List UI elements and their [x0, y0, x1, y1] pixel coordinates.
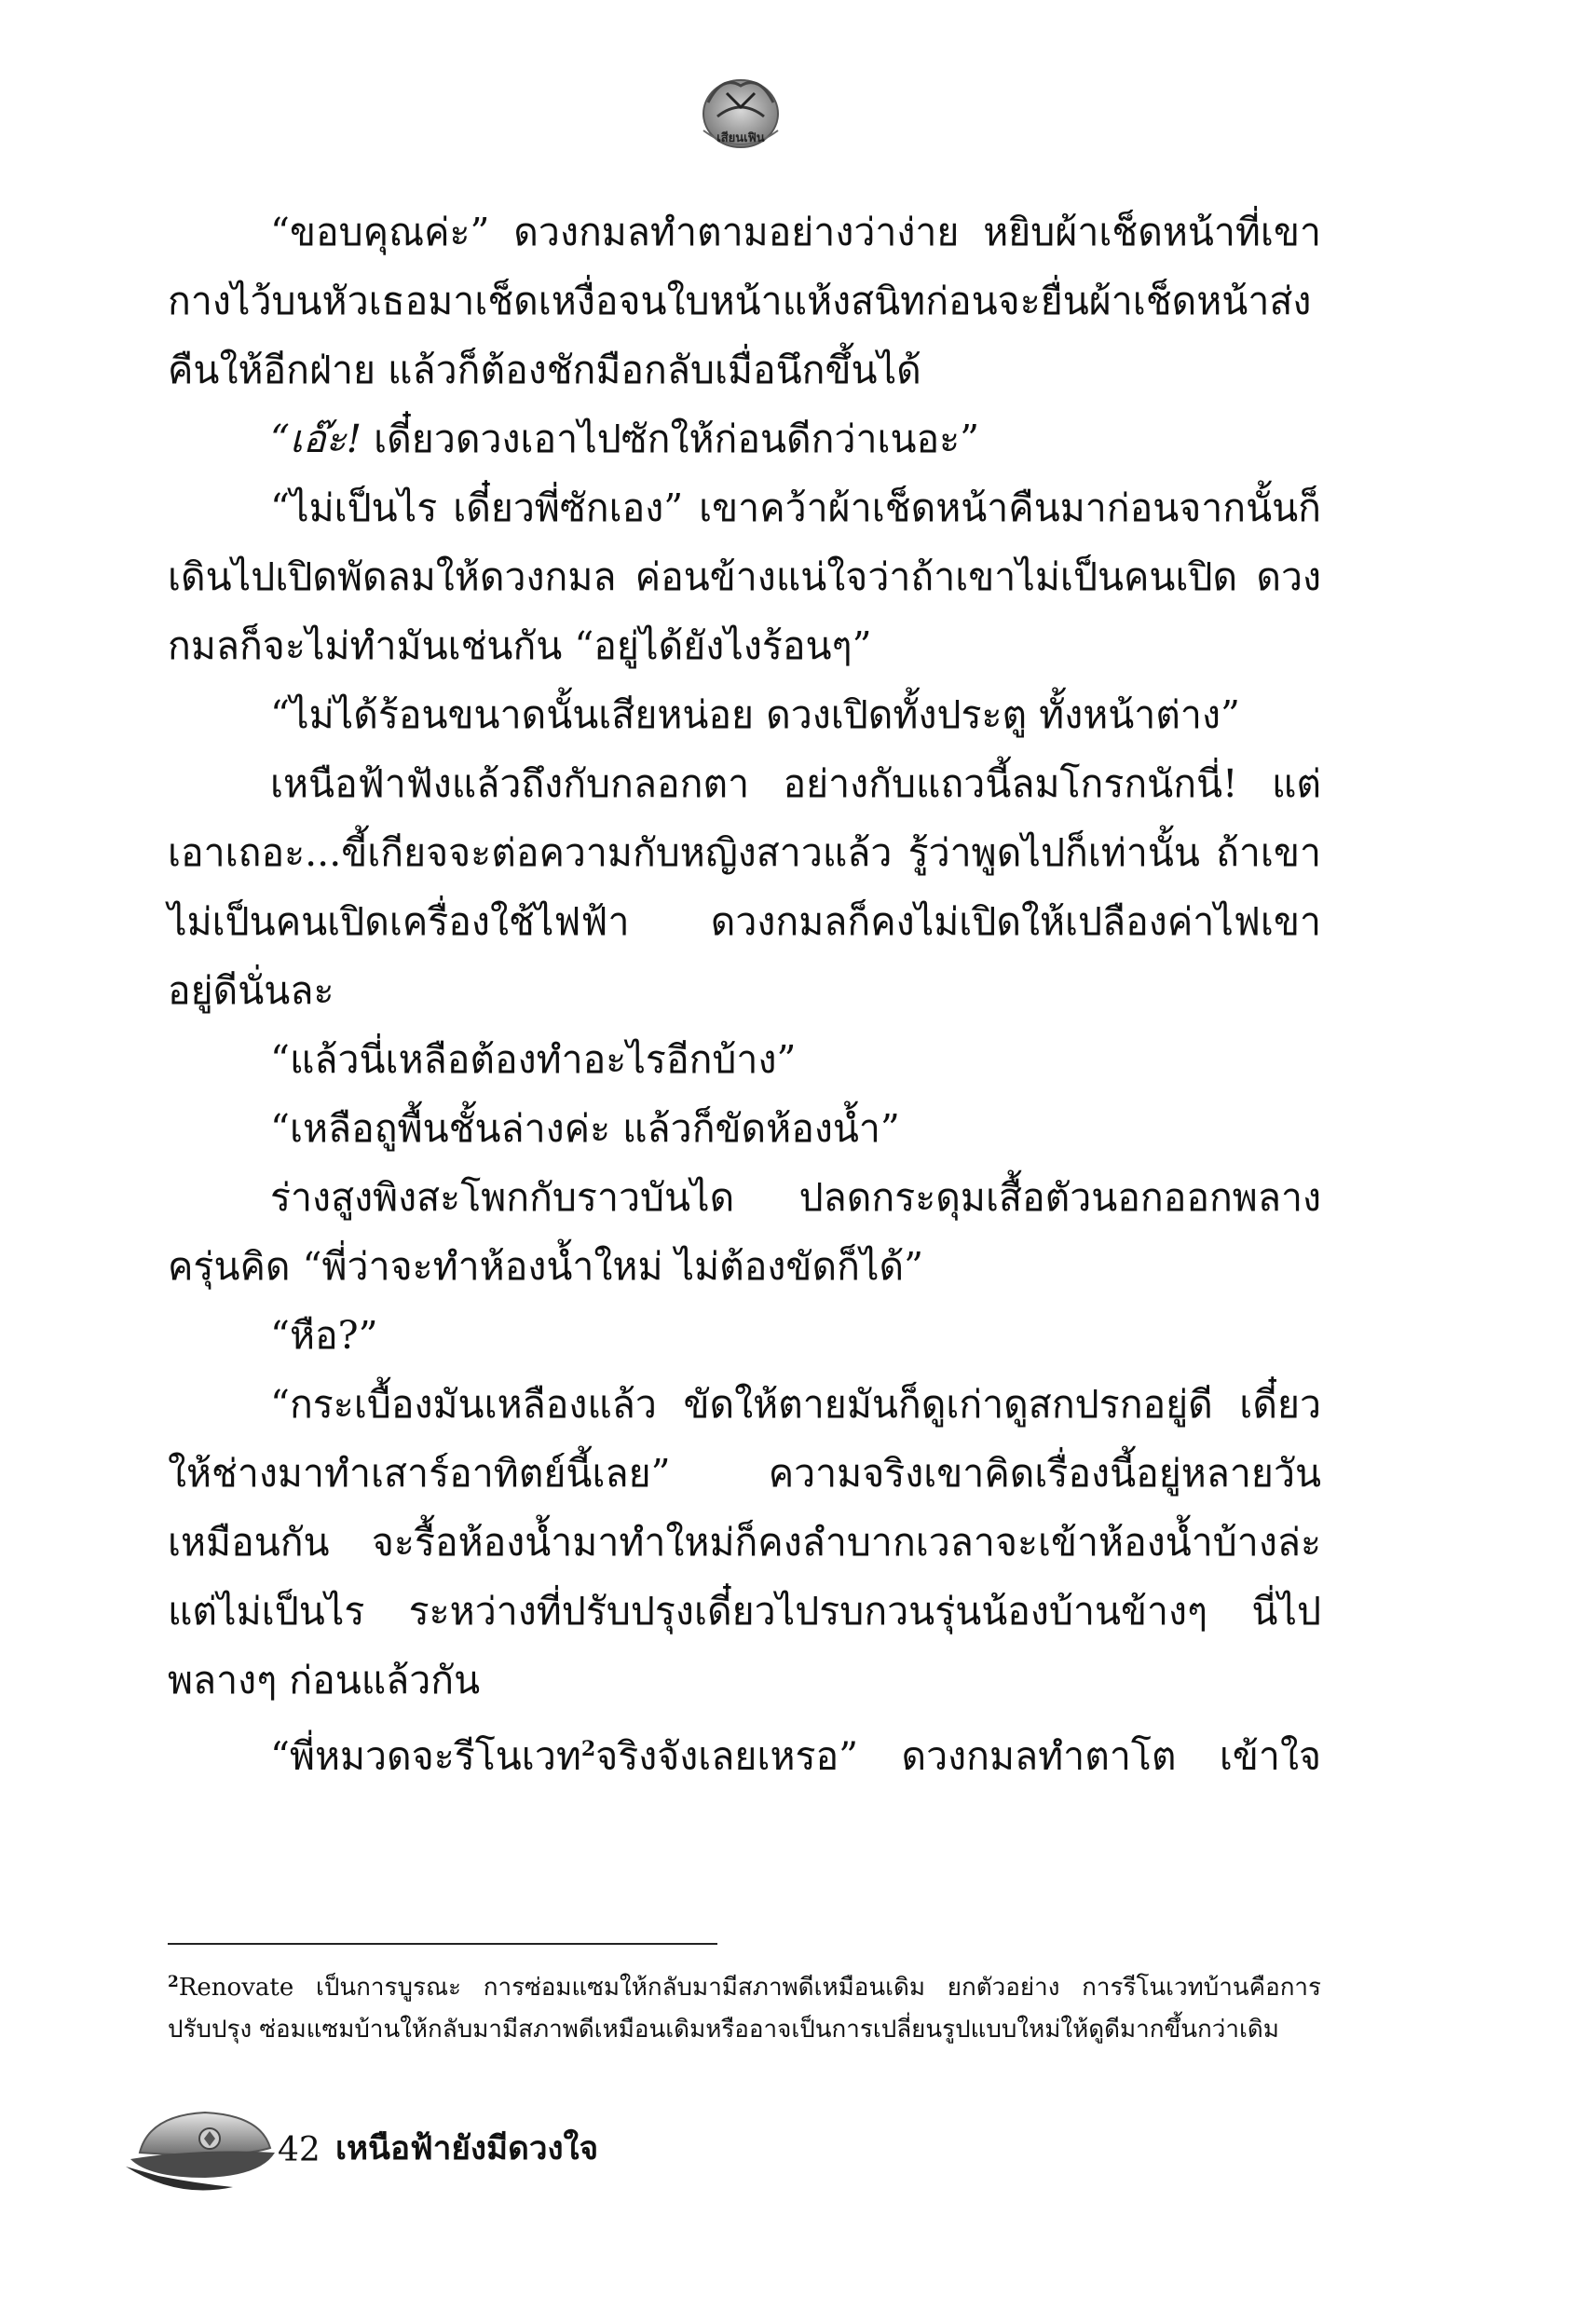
paragraph-2: [168, 404, 1321, 473]
paragraph-5: เหนือฟ้าฟังแล้วถึงกับกลอกตา อย่างกับแถวนี้ลมโกรกนักนี่! แต่เอาเถอะ...ขี้เกียจจะต่อความกับหญิงสาวแล้ว รู้ว่าพูดไปก็เท่านั้น ถ้าเขาไม่เป็นคนเปิดเครื่องใช้ไฟฟ้า ดวงกมลก็คงไม่เปิดให้เปลืองค่าไฟเขาอยู่ดีนั่นละ: [168, 761, 1321, 1013]
paragraph-6: “แล้วนี่เหลือต้องทำอะไรอีกบ้าง”: [270, 1037, 797, 1082]
footnote-marker: 2: [168, 1973, 179, 1991]
paragraph-1: “ขอบคุณค่ะ” ดวงกมลทำตามอย่างว่าง่าย หยิบผ้าเช็ดหน้าที่เขากางไว้บนหัวเธอมาเช็ดเหงื่อจนใบหน้าแห้งสนิทก่อนจะยื่นผ้าเช็ดหน้าส่งคืนให้อีกฝ่าย แล้วก็ต้องชักมือกลับเมื่อนึกขึ้นได้: [168, 210, 1321, 392]
paragraph-7: “เหลือถูพื้นชั้นล่างค่ะ แล้วก็ขัดห้องน้ำ”: [270, 1106, 900, 1151]
footnote-text: Renovate เป็นการบูรณะ การซ่อมแซมให้กลับมามีสภาพดีเหมือนเดิม ยกตัวอย่าง การรีโนเวทบ้านคือการปรับปรุง ซ่อมแซมบ้านให้กลับมามีสภาพดีเหมือนเดิมหรืออาจเป็นการเปลี่ยนรูปแบบใหม่ให้ดูดีมากขึ้นกว่าเดิม: [168, 1974, 1321, 2044]
paragraph-10: “กระเบื้องมันเหลืองแล้ว ขัดให้ตายมันก็ดูเก่าดูสกปรกอยู่ดี เดี๋ยวให้ช่างมาทำเสาร์อาทิตย์นี้เลย” ความจริงเขาคิดเรื่องนี้อยู่หลายวันเหมือนกัน จะรื้อห้องน้ำมาทำใหม่ก็คงลำบากเวลาจะเข้าห้องน้ำบ้างล่ะ แต่ไม่เป็นไร ระหว่างที่ปรับปรุงเดี๋ยวไปรบกวนรุ่นน้องบ้านข้างๆ นี่ไปพลางๆ ก่อนแล้วกัน: [168, 1382, 1321, 1702]
logo-text: เสียนเฟิน: [716, 131, 765, 145]
page-number: 42: [278, 2131, 321, 2169]
paragraph-2-emphasis: “เอ๊ะ!: [270, 417, 362, 461]
book-title: เหนือฟ้ายังมีดวงใจ: [335, 2130, 599, 2167]
paragraph-11: [168, 1715, 1321, 1791]
paragraph-4: “ไม่ได้ร้อนขนาดนั้นเสียหน่อย ดวงเปิดทั้งประตู ทั้งหน้าต่าง”: [270, 692, 1240, 737]
publisher-logo-emblem: [689, 65, 792, 168]
police-cap-icon: [121, 2101, 280, 2204]
footnote-reference[interactable]: 2: [580, 1737, 596, 1761]
paragraph-11-lead: “พี่หมวดจะรีโนเวท: [270, 1733, 581, 1779]
footnote-divider: [168, 1943, 717, 1945]
body-text: [168, 198, 1321, 1791]
paragraph-8: ร่างสูงพิงสะโพกกับราวบันได ปลดกระดุมเสื้อตัวนอกออกพลางครุ่นคิด “พี่ว่าจะทำห้องน้ำใหม่ ไม่ต้องขัดก็ได้”: [168, 1175, 1321, 1289]
paragraph-9: “หือ?”: [270, 1313, 378, 1358]
footnote: [168, 1962, 1321, 2051]
paragraph-3: “ไม่เป็นไร เดี๋ยวพี่ซักเอง” เขาคว้าผ้าเช็ดหน้าคืนมาก่อนจากนั้นก็เดินไปเปิดพัดลมให้ดวงกมล ค่อนข้างแน่ใจว่าถ้าเขาไม่เป็นคนเปิด ดวงกมลก็จะไม่ทำมันเช่นกัน “อยู่ได้ยังไงร้อนๆ”: [168, 485, 1321, 668]
paragraph-2-text: เดี๋ยวดวงเอาไปซักให้ก่อนดีกว่าเนอะ”: [374, 417, 980, 461]
paragraph-11-text: จริงจังเลยเหรอ” ดวงกมลทำตาโต เข้าใจ: [595, 1733, 1321, 1779]
